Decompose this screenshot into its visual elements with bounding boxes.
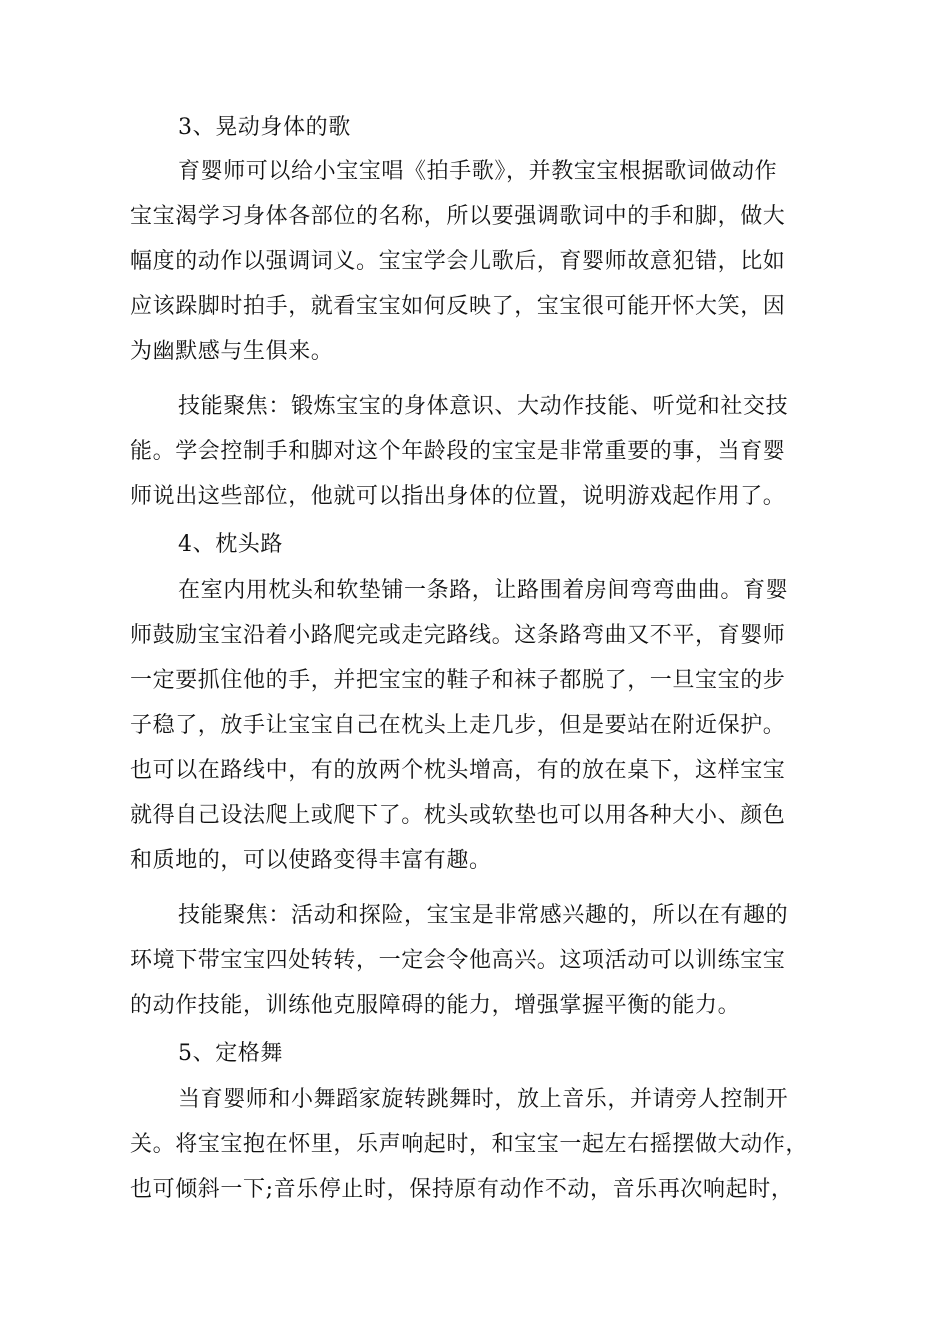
paragraph-line: 宝宝渴学习身体各部位的名称，所以要强调歌词中的手和脚，做大 bbox=[130, 204, 786, 229]
paragraph-line: 一定要抓住他的手，并把宝宝的鞋子和袜子都脱了，一旦宝宝的步 bbox=[130, 668, 786, 693]
section-heading: 3、晃动身体的歌 bbox=[178, 115, 351, 140]
paragraph-line: 技能聚焦：活动和探险，宝宝是非常感兴趣的，所以在有趣的 bbox=[178, 903, 789, 928]
paragraph-line: 关。将宝宝抱在怀里，乐声响起时，和宝宝一起左右摇摆做大动作， bbox=[130, 1132, 809, 1157]
paragraph-line: 师鼓励宝宝沿着小路爬完或走完路线。这条路弯曲又不平，育婴师 bbox=[130, 623, 786, 648]
paragraph-line: 的动作技能，训练他克服障碍的能力，增强掌握平衡的能力。 bbox=[130, 993, 741, 1018]
paragraph-line: 也可以在路线中，有的放两个枕头增高，有的放在桌下，这样宝宝 bbox=[130, 758, 786, 783]
paragraph-line: 幅度的动作以强调词义。宝宝学会儿歌后，育婴师故意犯错，比如 bbox=[130, 249, 786, 274]
paragraph-line: 和质地的，可以使路变得丰富有趣。 bbox=[130, 848, 492, 873]
paragraph-line: 在室内用枕头和软垫铺一条路，让路围着房间弯弯曲曲。育婴 bbox=[178, 578, 789, 603]
paragraph-line: 就得自己设法爬上或爬下了。枕头或软垫也可以用各种大小、颜色 bbox=[130, 803, 786, 828]
paragraph-line: 子稳了，放手让宝宝自己在枕头上走几步，但是要站在附近保护。 bbox=[130, 713, 786, 738]
paragraph-line: 当育婴师和小舞蹈家旋转跳舞时，放上音乐，并请旁人控制开 bbox=[178, 1087, 789, 1112]
section-heading: 4、枕头路 bbox=[178, 532, 283, 557]
paragraph-line: 环境下带宝宝四处转转，一定会令他高兴。这项活动可以训练宝宝 bbox=[130, 948, 786, 973]
paragraph-line: 育婴师可以给小宝宝唱《拍手歌》，并教宝宝根据歌词做动作 bbox=[178, 159, 778, 184]
section-heading: 5、定格舞 bbox=[178, 1041, 283, 1066]
paragraph-line: 师说出这些部位，他就可以指出身体的位置，说明游戏起作用了。 bbox=[130, 484, 786, 509]
paragraph-line: 为幽默感与生俱来。 bbox=[130, 339, 334, 364]
paragraph-line: 能。学会控制手和脚对这个年龄段的宝宝是非常重要的事，当育婴 bbox=[130, 439, 786, 464]
paragraph-line: 应该跺脚时拍手，就看宝宝如何反映了，宝宝很可能开怀大笑，因 bbox=[130, 294, 786, 319]
paragraph-line: 也可倾斜一下;音乐停止时，保持原有动作不动，音乐再次响起时， bbox=[130, 1177, 794, 1202]
paragraph-line: 技能聚焦：锻炼宝宝的身体意识、大动作技能、听觉和社交技 bbox=[178, 394, 789, 419]
